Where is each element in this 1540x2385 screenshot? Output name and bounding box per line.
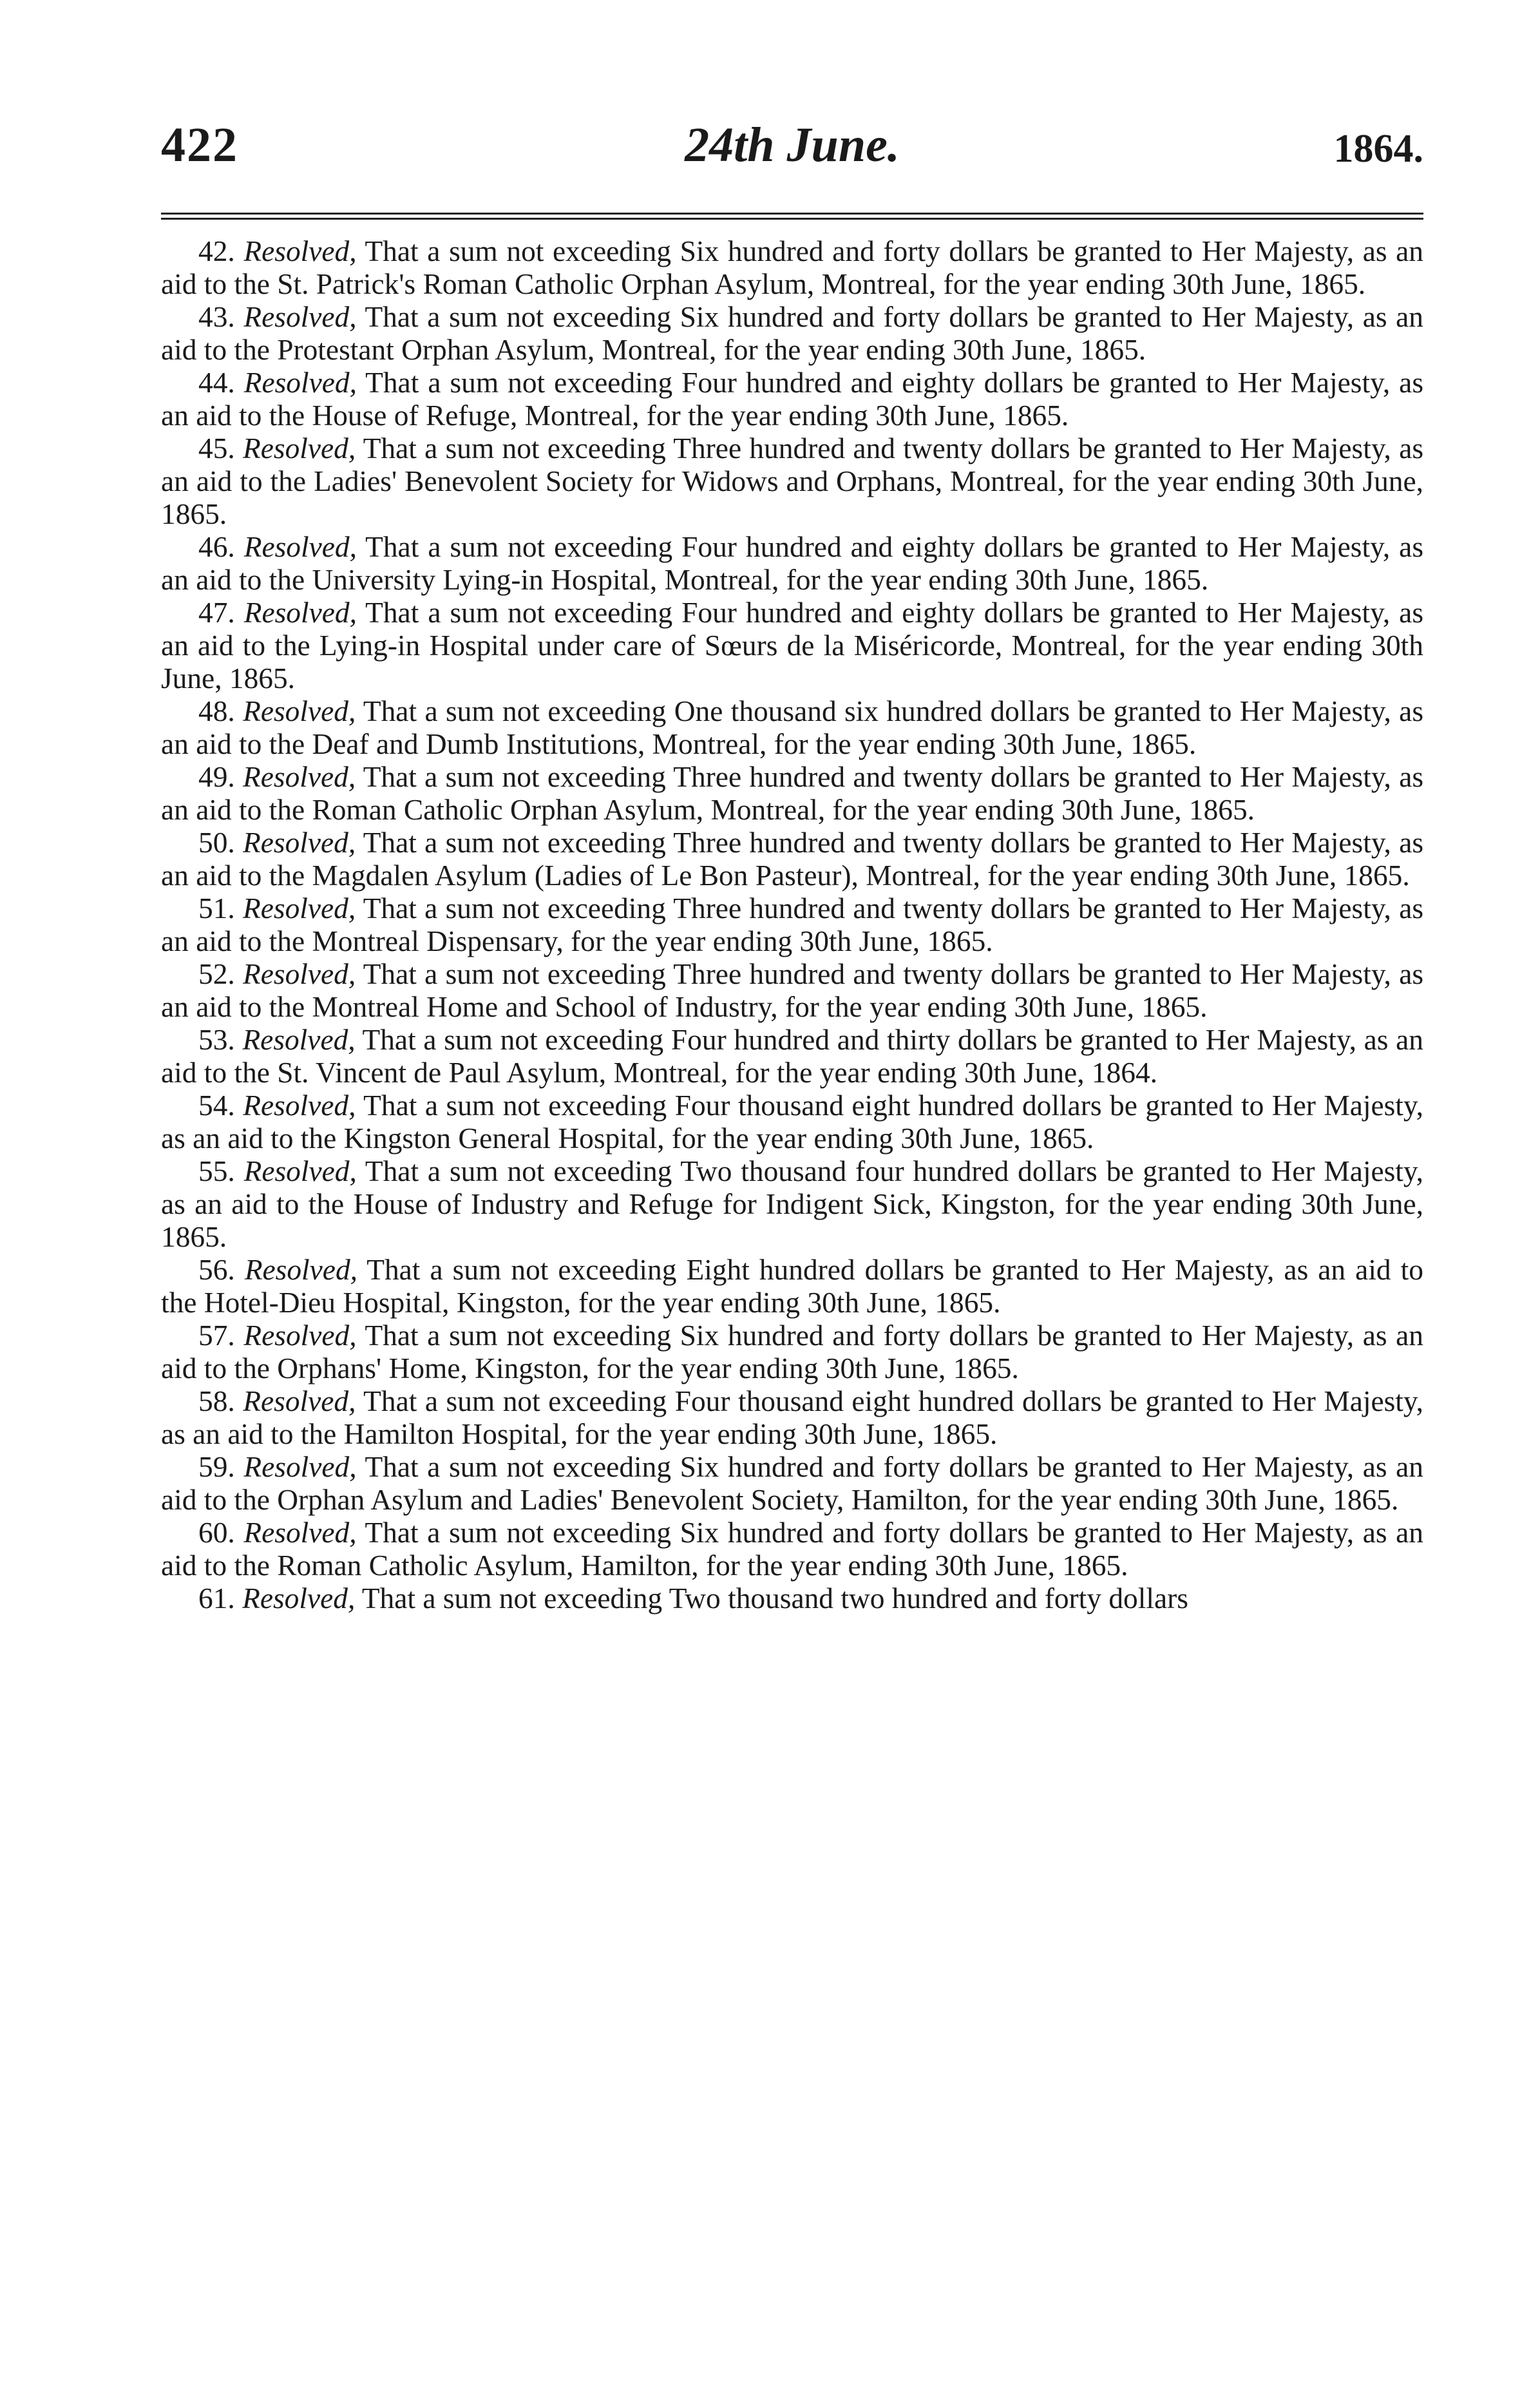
resolution-44 <box>161 367 1423 432</box>
resolution-number: 48. <box>198 695 235 727</box>
resolution-51 <box>161 892 1423 958</box>
resolution-keyword: Resolved, <box>243 1385 356 1417</box>
resolution-number: 61. <box>198 1582 235 1614</box>
resolution-43 <box>161 301 1423 367</box>
resolution-keyword: Resolved, <box>243 1319 357 1352</box>
resolution-number: 60. <box>198 1517 235 1549</box>
resolution-text: That a sum not exceeding Six hundred and forty dollars be granted to Her Majesty, as an aid to the Protestant Orphan Asylum, Montreal, for the year ending 30th June, 1865. <box>161 301 1423 366</box>
resolution-54 <box>161 1089 1423 1155</box>
resolution-text: That a sum not exceeding Two thousand four hundred dollars be granted to Her Majesty, as an aid to the House of Industry and Refuge for Indigent Sick, Kingston, for the year ending 30th June, 1865. <box>161 1155 1423 1253</box>
resolution-text: That a sum not exceeding Four thousand eight hundred dollars be granted to Her Majesty, as an aid to the Kingston General Hospital, for the year ending 30th June, 1865. <box>161 1089 1424 1154</box>
document-page <box>161 110 1423 2351</box>
resolution-text: That a sum not exceeding Six hundred and forty dollars be granted to Her Majesty, as an aid to the St. Patrick's Roman Catholic Orphan Asylum, Montreal, for the year ending 30th June, 1865. <box>161 235 1423 300</box>
resolution-58 <box>161 1385 1423 1451</box>
resolution-keyword: Resolved, <box>243 235 357 267</box>
resolution-number: 42. <box>198 235 235 267</box>
resolution-45 <box>161 432 1423 531</box>
resolution-text: That a sum not exceeding Four hundred and eighty dollars be granted to Her Majesty, as an aid to the House of Refuge, Montreal, for the year ending 30th June, 1865. <box>161 367 1423 432</box>
resolution-text: That a sum not exceeding Two thousand two hundred and forty dollars <box>361 1582 1188 1614</box>
page-header <box>161 117 1423 188</box>
resolution-number: 53. <box>198 1024 235 1056</box>
resolution-number: 58. <box>198 1385 235 1417</box>
header-year: 1864. <box>1333 127 1423 171</box>
resolution-keyword: Resolved, <box>243 597 357 629</box>
resolution-text: That a sum not exceeding Three hundred and twenty dollars be granted to Her Majesty, as an aid to the Ladies' Benevolent Society for Widows and Orphans, Montreal, for the year ending 30th June, 1865. <box>161 432 1423 530</box>
resolution-text: That a sum not exceeding Four hundred and thirty dollars be granted to Her Majesty, as an aid to the St. Vincent de Paul Asylum, Montreal, for the year ending 30th June, 1864. <box>161 1024 1423 1089</box>
resolution-42 <box>161 235 1423 301</box>
header-date: 24th June. <box>685 118 900 172</box>
resolution-keyword: Resolved, <box>243 827 356 859</box>
resolution-text: That a sum not exceeding Six hundred and forty dollars be granted to Her Majesty, as an aid to the Orphan Asylum and Ladies' Benevolent Society, Hamilton, for the year ending 30th June, 1865. <box>161 1451 1423 1516</box>
resolution-59 <box>161 1451 1423 1517</box>
resolution-number: 50. <box>198 827 235 859</box>
resolution-keyword: Resolved, <box>243 1089 356 1122</box>
resolution-number: 44. <box>198 367 235 399</box>
resolution-keyword: Resolved, <box>243 1451 357 1483</box>
resolution-60 <box>161 1517 1423 1582</box>
resolution-text: That a sum not exceeding Six hundred and forty dollars be granted to Her Majesty, as an aid to the Roman Catholic Asylum, Hamilton, for the year ending 30th June, 1865. <box>161 1517 1423 1582</box>
resolution-keyword: Resolved, <box>243 367 357 399</box>
resolution-text: That a sum not exceeding Three hundred and twenty dollars be granted to Her Majesty, as an aid to the Montreal Home and School of Industry, for the year ending 30th June, 1865. <box>161 958 1423 1023</box>
header-rule <box>161 213 1423 220</box>
resolution-text: That a sum not exceeding Three hundred and twenty dollars be granted to Her Majesty, as an aid to the Montreal Dispensary, for the year ending 30th June, 1865. <box>161 892 1423 957</box>
resolution-53 <box>161 1024 1423 1089</box>
resolution-keyword: Resolved, <box>243 432 356 465</box>
resolution-49 <box>161 761 1423 827</box>
resolution-keyword: Resolved, <box>242 1582 356 1614</box>
resolution-number: 51. <box>198 892 235 924</box>
resolution-number: 45. <box>198 432 235 465</box>
resolution-keyword: Resolved, <box>244 1254 357 1286</box>
resolution-52 <box>161 958 1423 1024</box>
resolution-47 <box>161 597 1423 695</box>
resolution-text: That a sum not exceeding One thousand six hundred dollars be granted to Her Majesty, as an aid to the Deaf and Dumb Institutions, Montreal, for the year ending 30th June, 1865. <box>161 695 1423 760</box>
resolution-number: 57. <box>198 1319 235 1352</box>
resolution-keyword: Resolved, <box>242 1024 356 1056</box>
page-number: 422 <box>161 118 238 172</box>
resolution-number: 54. <box>198 1089 235 1122</box>
resolution-keyword: Resolved, <box>243 1517 357 1549</box>
resolution-50 <box>161 827 1423 892</box>
resolution-number: 43. <box>198 301 235 333</box>
resolution-46 <box>161 531 1423 597</box>
resolution-number: 52. <box>198 958 235 990</box>
resolution-number: 47. <box>198 597 235 629</box>
resolution-number: 56. <box>198 1254 235 1286</box>
resolution-number: 59. <box>198 1451 235 1483</box>
resolution-keyword: Resolved, <box>243 761 356 793</box>
resolution-keyword: Resolved, <box>243 892 356 924</box>
resolution-text: That a sum not exceeding Three hundred and twenty dollars be granted to Her Majesty, as an aid to the Magdalen Asylum (Ladies of Le Bon Pasteur), Montreal, for the year ending 30th June, 1865. <box>161 827 1423 892</box>
resolution-text: That a sum not exceeding Eight hundred dollars be granted to Her Majesty, as an aid to the Hotel-Dieu Hospital, Kingston, for the year ending 30th June, 1865. <box>161 1254 1423 1319</box>
resolution-keyword: Resolved, <box>243 1155 357 1187</box>
resolution-keyword: Resolved, <box>243 531 357 563</box>
resolution-56 <box>161 1254 1423 1319</box>
resolution-text: That a sum not exceeding Three hundred and twenty dollars be granted to Her Majesty, as an aid to the Roman Catholic Orphan Asylum, Montreal, for the year ending 30th June, 1865. <box>161 761 1423 826</box>
resolution-text: That a sum not exceeding Four hundred and eighty dollars be granted to Her Majesty, as an aid to the University Lying-in Hospital, Montreal, for the year ending 30th June, 1865. <box>161 531 1423 596</box>
resolution-number: 55. <box>198 1155 235 1187</box>
resolution-keyword: Resolved, <box>243 695 356 727</box>
resolution-keyword: Resolved, <box>243 301 357 333</box>
resolution-text: That a sum not exceeding Four hundred and eighty dollars be granted to Her Majesty, as an aid to the Lying-in Hospital under care of Sœurs de la Miséricorde, Montreal, for the year ending 30th June, 1865. <box>161 597 1423 694</box>
resolution-61 <box>161 1582 1423 1615</box>
resolution-55 <box>161 1155 1423 1254</box>
resolution-48 <box>161 695 1423 761</box>
resolution-number: 46. <box>198 531 235 563</box>
resolution-keyword: Resolved, <box>243 958 356 990</box>
resolution-57 <box>161 1319 1423 1385</box>
resolution-text: That a sum not exceeding Four thousand eight hundred dollars be granted to Her Majesty, as an aid to the Hamilton Hospital, for the year ending 30th June, 1865. <box>161 1385 1424 1450</box>
resolution-text: That a sum not exceeding Six hundred and forty dollars be granted to Her Majesty, as an aid to the Orphans' Home, Kingston, for the year ending 30th June, 1865. <box>161 1319 1423 1384</box>
resolution-number: 49. <box>198 761 235 793</box>
resolutions-list <box>161 235 1423 1615</box>
